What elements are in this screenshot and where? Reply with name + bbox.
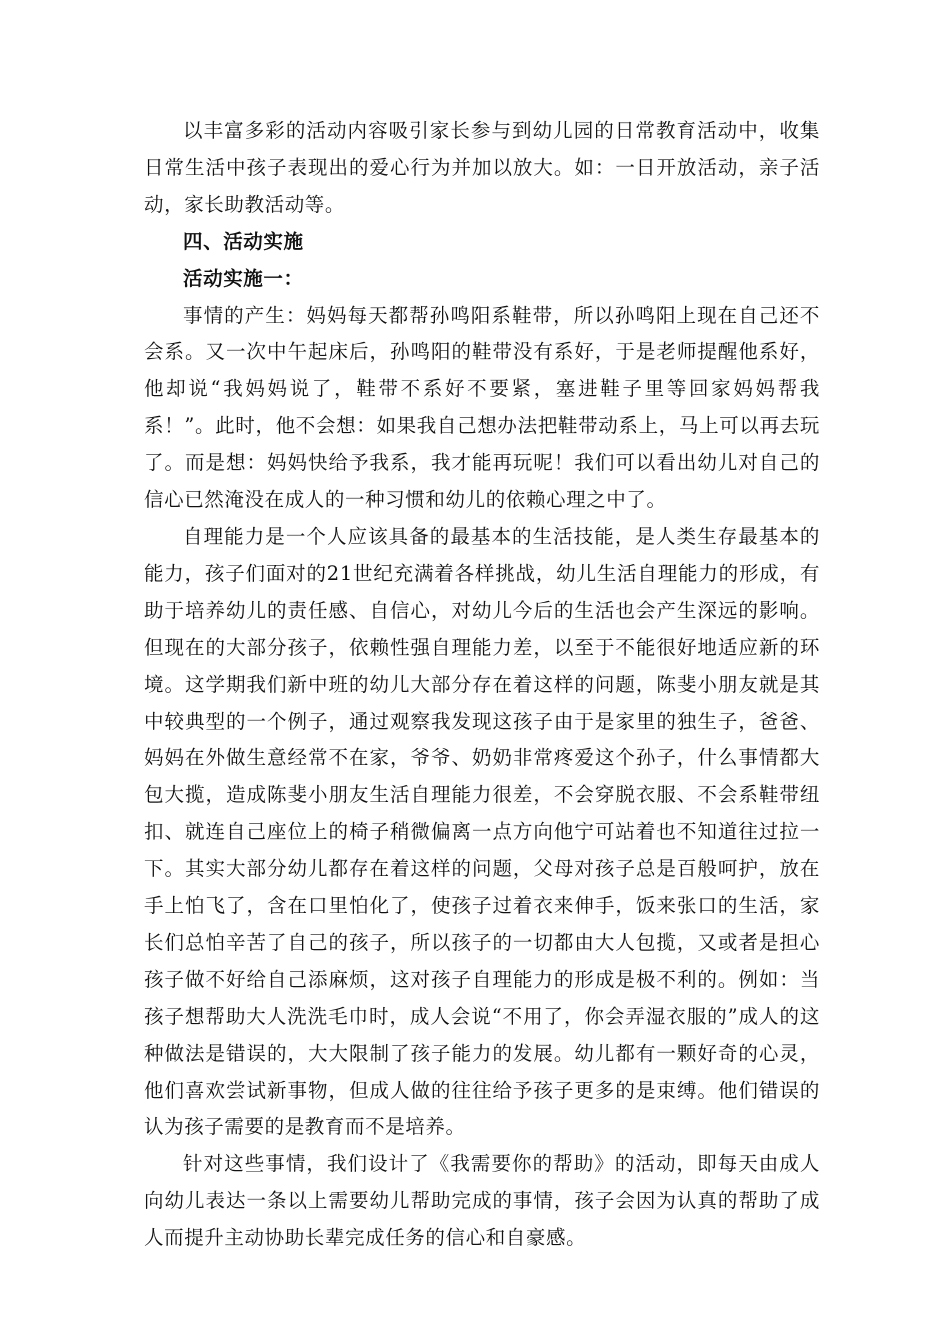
subsection-heading: 活动实施一： — [183, 266, 304, 290]
paragraph-design: 针对这些事情，我们设计了《我需要你的帮助》的活动，即每天由成人向幼儿表达一条以上需要幼儿帮助完成的事情，孩子会因为认真的帮助了成人而提升主动协助长辈完成任务的信心和自豪感。 — [144, 1152, 820, 1250]
document-body — [144, 113, 820, 1257]
paragraph-intro: 以丰富多彩的活动内容吸引家长参与到幼儿园的日常教育活动中，收集日常生活中孩子表现出的爱心行为并加以放大。如：一日开放活动，亲子活动，家长助教活动等。 — [144, 119, 820, 216]
paragraph-self-care: 自理能力是一个人应该具备的最基本的生活技能，是人类生存最基本的能力，孩子们面对的21世纪充满着各样挑战，幼儿生活自理能力的形成，有助于培养幼儿的责任感、自信心，对幼儿今后的生活也会产生深远的影响。但现在的大部分孩子，依赖性强自理能力差，以至于不能很好地适应新的环境。这学期我们新中班的幼儿大部分存在着这样的问题，陈斐小朋友就是其中较典型的一个例子，通过观察我发现这孩子由于是家里的独生子，爸爸、妈妈在外做生意经常不在家，爷爷、奶奶非常疼爱这个孙子，什么事情都大包大揽，造成陈斐小朋友生活自理能力很差，不会穿脱衣服、不会系鞋带纽扣、就连自己座位上的椅子稍微偏离一点方向他宁可站着也不知道往过拉一下。其实大部分幼儿都存在着这样的问题，父母对孩子总是百般呵护，放在手上怕飞了，含在口里怕化了，使孩子过着衣来伸手，饭来张口的生活，家长们总怕辛苦了自己的孩子，所以孩子的一切都由大人包揽，又或者是担心孩子做不好给自己添麻烦，这对孩子自理能力的形成是极不利的。例如：当孩子想帮助大人洗洗毛巾时，成人会说“不用了，你会弄湿衣服的”成人的这种做法是错误的，大大限制了孩子能力的发展。幼儿都有一颗好奇的心灵，他们喜欢尝试新事物，但成人做的往往给予孩子更多的是束缚。他们错误的认为孩子需要的是教育而不是培养。 — [144, 524, 820, 1139]
section-heading: 四、活动实施 — [183, 229, 304, 253]
paragraph-event: 事情的产生：妈妈每天都帮孙鸣阳系鞋带，所以孙鸣阳上现在自己还不会系。又一次中午起床后，孙鸣阳的鞋带没有系好，于是老师提醒他系好，他却说“我妈妈说了，鞋带不系好不要紧，塞进鞋子里等回家妈妈帮我系！”。此时，他不会想：如果我自己想办法把鞋带动系上，马上可以再去玩了。而是想：妈妈快给予我系，我才能再玩呢！我们可以看出幼儿对自己的信心已然淹没在成人的一种习惯和幼儿的依赖心理之中了。 — [144, 303, 820, 512]
